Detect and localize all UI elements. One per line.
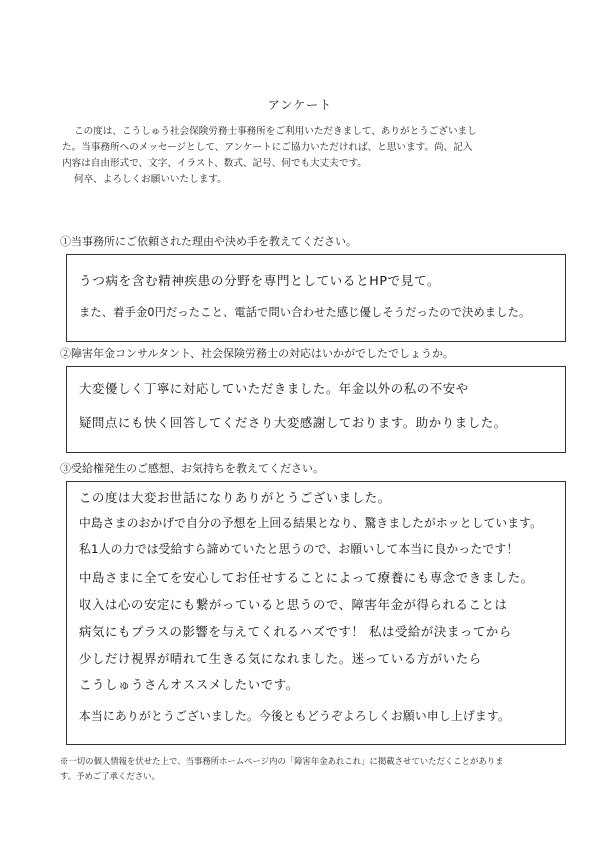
intro-line: た。当事務所へのメッセージとして、アンケートにご協力いただければ、と思います。尚、記入 [62, 142, 473, 153]
handwritten-answer-line: こうしゅうさんオススメしたいです。 [79, 677, 299, 692]
footnote-line: ※一切の個人情報を伏せた上で、当事務所ホームページ内の「障害年金あれこれ」に掲載させていただくことがありま [60, 756, 504, 766]
handwritten-answer-line: 病気にもプラスの影響を与えてくれるハズです！ 私は受給が決まってから [79, 624, 512, 639]
handwritten-answer-line: 中島さまに全てを安心してお任せすることによって療養にも専念できました。 [79, 570, 534, 585]
intro-line: この度は、こうしゅう社会保険労務士事務所をご利用いただきまして、ありがとうございまし [74, 126, 477, 137]
handwritten-answer-line: 私1人の力では受給すら諦めていたと思うので、お願いして本当に良かったです！ [79, 542, 519, 556]
handwritten-answer-line: 疑問点にも快く回答してくださり大変感謝しております。助かりました。 [79, 415, 507, 430]
handwritten-answer-line: 少しだけ視界が晴れて生きる気になれました。迷っている方がいたら [79, 651, 482, 666]
question-2: ②障害年金コンサルタント、社会保険労務士の対応はいかがでしたでしょうか。 [60, 347, 455, 360]
question-1: ①当事務所にご依頼された理由や決め手を教えてください。 [60, 235, 357, 248]
handwritten-answer-line: 中島さまのおかげで自分の予想を上回る結果となり、驚きましたがホッとしています。 [79, 516, 543, 530]
footnote-line: す。予めご了承ください。 [60, 771, 160, 781]
page-title: アンケート [267, 98, 333, 112]
handwritten-answer-line: また、着手金0円だったこと、電話で問い合わせた感じ優しそうだったので決めました。 [79, 306, 531, 319]
answer-box-3 [66, 481, 566, 745]
handwritten-answer-line: 大変優しく丁寧に対応していただきました。年金以外の私の不安や [79, 381, 469, 396]
footnote [60, 754, 550, 784]
answer-box-1 [66, 254, 566, 342]
handwritten-answer-line: この度は大変お世話になりありがとうございました。 [79, 490, 391, 505]
answer-box-2 [66, 366, 566, 453]
handwritten-answer-line: うつ病を含む精神疾患の分野を専門としているとHPで見て。 [79, 273, 441, 288]
question-3: ③受給権発生のご感想、お気持ちを教えてください。 [60, 462, 324, 475]
handwritten-answer-line: 本当にありがとうございました。今後ともどうぞよろしくお願い申し上げます。 [79, 709, 510, 723]
intro-line: 何卒、よろしくお願いいたします。 [74, 174, 227, 185]
intro-text [62, 124, 540, 188]
handwritten-answer-line: 収入は心の安定にも繋がっていると思うので、障害年金が得られることは [79, 597, 508, 612]
intro-line: 内容は自由形式で、文字、イラスト、数式、記号、何でも大丈夫です。 [62, 158, 367, 169]
